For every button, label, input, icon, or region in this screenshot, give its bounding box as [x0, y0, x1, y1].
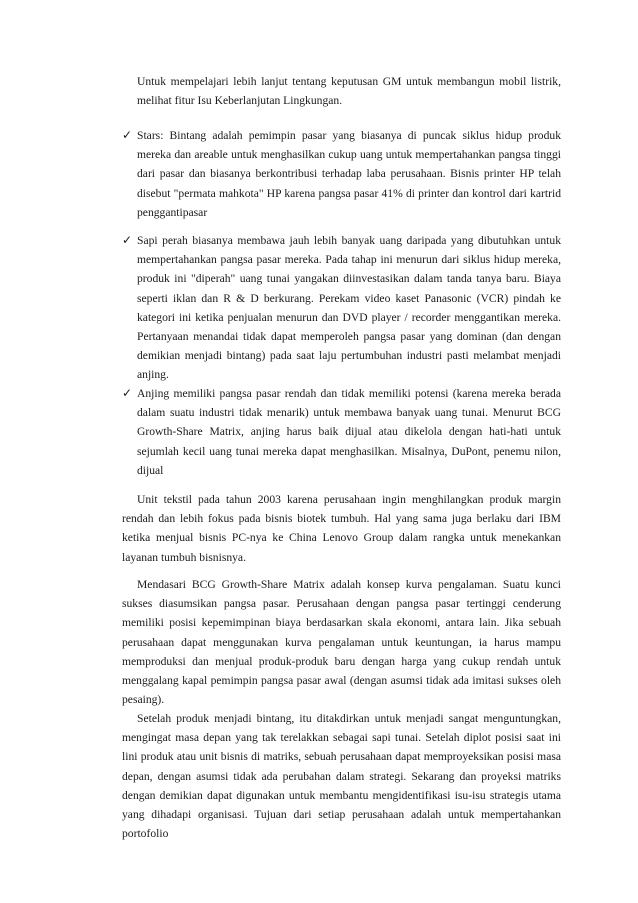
body-paragraph: Mendasari BCG Growth-Share Matrix adalah konsep kurva pengalaman. Suatu kunci sukses diasumsikan pangsa pasar. Perusahaan dengan pangsa pasar tertinggi cenderung memiliki posisi kepemimpinan biaya berdasarkan skala ekonomi, antara lain. Jika sebuah perusahaan dapat menggunakan kurva pengalaman untuk keuntungan, ia harus mampu memproduksi dan menjual produk-produk baru dengan harga yang cukup rendah untuk menggalang kapal pemimpin pangsa pasar awal (dengan asumsi tidak ada imitasi sukses oleh pesaing). [122, 578, 561, 707]
intro-paragraph: Untuk mempelajari lebih lanjut tentang keputusan GM untuk membangun mobil listrik, melihat fitur Isu Keberlanjutan Lingkungan. [137, 75, 561, 108]
checkmark-icon: ✓ [122, 128, 133, 142]
bullet-stars [122, 126, 561, 222]
bullet-text: Anjing memiliki pangsa pasar rendah dan tidak memiliki potensi (karena mereka berada dalam suatu industri tidak menarik) untuk membawa banyak uang tunai. Menurut BCG Growth-Share Matrix, anjing harus baik dijual atau dikelola dengan hati-hati untuk sejumlah kecil uang tunai mereka dapat menghasilkan. Misalnya, DuPont, penemu nilon, dijual [137, 387, 561, 477]
bullet-text: Stars: Bintang adalah pemimpin pasar yang biasanya di puncak siklus hidup produk mereka dan areable untuk menghasilkan cukup uang untuk mempertahankan pangsa tinggi dari pasar dan biasanya berkontribusi terhadap laba perusahaan. Bisnis printer HP telah disebut "permata mahkota" HP karena pangsa pasar 41% di printer dan kontrol dari kartrid penggantipasar [137, 129, 561, 219]
bullet-dogs [122, 384, 561, 480]
body-paragraph: Unit tekstil pada tahun 2003 karena perusahaan ingin menghilangkan produk margin rendah dan lebih fokus pada bisnis biotek tumbuh. Hal yang sama juga berlaku dari IBM ketika menjual bisnis PC-nya ke China Lenovo Group dalam rangka untuk menekankan layanan tumbuh bisnisnya. [122, 493, 561, 564]
bullet-cash-cows [122, 231, 561, 385]
checkmark-icon: ✓ [122, 386, 133, 400]
body-paragraph: Setelah produk menjadi bintang, itu ditakdirkan untuk menjadi sangat menguntungkan, mengingat masa depan yang tak terelakkan sebagai sapi tunai. Setelah diplot posisi saat ini lini produk atau unit bisnis di matriks, sebuah perusahaan dapat memproyeksikan posisi masa depan, dengan asumsi tidak ada perubahan dalam strategi. Sekarang dan proyeksi matriks dengan demikian dapat digunakan untuk membantu mengidentifikasi isu-isu strategis utama yang dihadapi organisasi. Tujuan dari setiap perusahaan adalah untuk mempertahankan portofolio [122, 712, 561, 841]
checkmark-icon: ✓ [122, 233, 133, 247]
bullet-text: Sapi perah biasanya membawa jauh lebih banyak uang daripada yang dibutuhkan untuk mempertahankan pangsa pasar mereka. Pada tahap ini menurun dari siklus hidup mereka, produk ini "diperah" uang tunai yangakan diinvestasikan dalam tanda tanya baru. Biaya seperti iklan dan R & D berkurang. Perekam video kaset Panasonic (VCR) pindah ke kategori ini ketika penjualan menurun dan DVD player / recorder menggantikan mereka. Pertanyaan menandai tidak dapat memperoleh pangsa pasar yang dominan (dan dengan demikian menjadi bintang) pada saat laju pertumbuhan industri pasti melambat menjadi anjing. [137, 234, 561, 382]
